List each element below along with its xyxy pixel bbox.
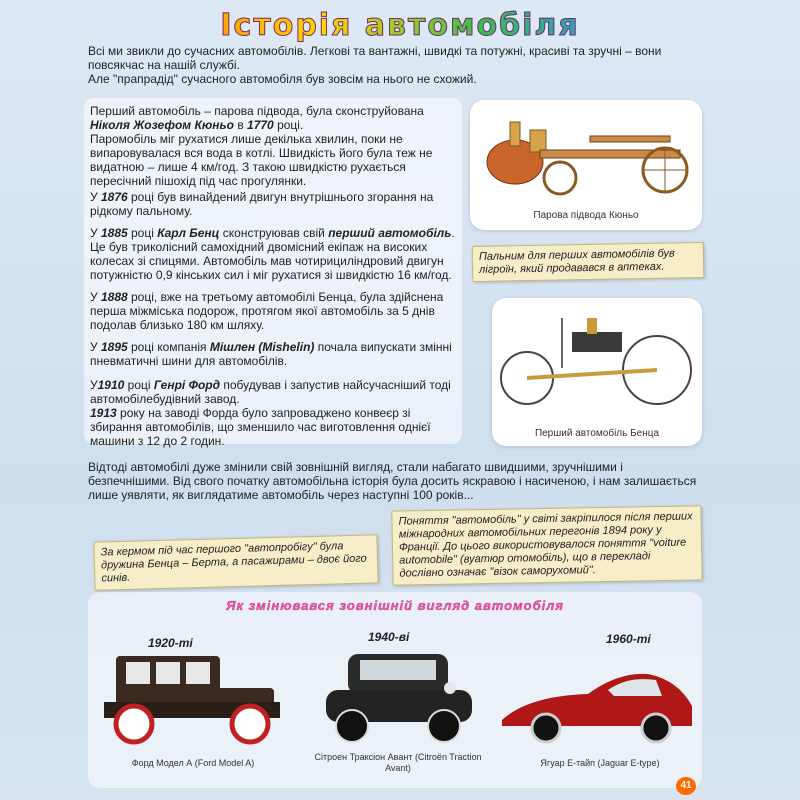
benz-car-illustration (492, 298, 702, 418)
name-michelin: Мішлен (Mishelin) (209, 340, 315, 354)
page-number: 41 (676, 777, 696, 795)
paragraph-1876: У 1876 році був винайдений двигун внутрішнього згорання на рідкому пальному. (90, 190, 434, 218)
era-1940s: 1940-ві (368, 630, 410, 644)
note-term: Поняття "автомобіль" у світі закріпилося після перших міжнародних автомобільних перегонів 1894 року у Франції. До цього використовувалося поняття "voiture automobile" (вуатюр отомобіль), що в перекладі дослівно означає "візок саморухомий". (391, 505, 702, 585)
benz-car-image (492, 298, 702, 446)
year-1885: 1885 (100, 226, 128, 240)
name-cugnot: Ніколя Жозефом Кюньо (90, 118, 234, 132)
note-driver: За кермом під час першого "автопробігу" була дружина Бенца – Берта, а пасажирами – двоє його синів. (93, 534, 378, 590)
year-1913: 1913 (90, 406, 117, 420)
paragraph-1885: У 1885 році Карл Бенц сконструював свій перший автомобіль. Це був триколісний самохідний двомісний екіпаж на високих колесах зі спицями. Автомобіль мав чотирициліндровий двигун потужністю 0,9 кінських сил і міг рухатися зі швидкістю 16 км/год. (90, 226, 455, 282)
caption-benz-car: Перший автомобіль Бенца (534, 428, 660, 439)
year-1895: 1895 (100, 340, 128, 354)
caption-jaguar-e-type: Ягуар Е-тайп (Jaguar E-type) (540, 758, 660, 768)
year-1770: 1770 (247, 118, 274, 132)
caption-steam-cart: Парова підвода Кюньо (533, 210, 639, 221)
year-1910: 1910 (97, 378, 125, 392)
name-ford: Генрі Форд (153, 378, 221, 392)
intro-text (88, 44, 698, 86)
caption-ford-model-a: Форд Модел А (Ford Model A) (131, 758, 255, 768)
paragraph-1888: У 1888 році, вже на третьому автомобілі Бенца, була здійснена перша міжміська подорож, протягом якої автомобіль за 5 днів подолав близько 180 км шляху. (90, 290, 444, 332)
page-title: Історія автомобіля (0, 8, 800, 43)
citroen-traction-avant-image (318, 646, 478, 750)
note-fuel: Пальним для перших автомобілів був лігроїн, який продавався в аптеках. (472, 242, 705, 282)
era-1920s: 1920-ті (148, 636, 193, 650)
year-1888: 1888 (100, 290, 128, 304)
year-1876: 1876 (100, 190, 128, 204)
ford-model-a-image (98, 648, 288, 752)
summary-text: Відтоді автомобілі дуже змінили свій зовнішній вигляд, стали набагато швидшими, зручнішими і безпечнішими. Від свого початку автомобільна історія була досить яскравою і насиченою, і нам залишається лише уявляти, як виглядатиме автомобіль через наступні 100 років... (88, 460, 697, 502)
steam-cart-image (470, 100, 702, 230)
steam-cart-illustration (470, 100, 702, 210)
intro-line-1: Всі ми звикли до сучасних автомобілів. Легкові та вантажні, швидкі та потужні, красиві та зручні – вони повсякчас на нашій службі. (88, 44, 662, 72)
name-benz: Карл Бенц (157, 226, 220, 240)
jaguar-e-type-image (498, 660, 698, 750)
era-1960s: 1960-ті (606, 632, 651, 646)
paragraph-1910: У1910 році Генрі Форд побудував і запустив найсучасніший тоді автомобілебудівний завод. 1913 року на заводі Форда було запроваджено конвеєр зі збирання автомобілів, що зменшило час виготовлення однієї машини з 12 до 2 годин. (90, 378, 451, 448)
caption-citroen-traction-avant: Сітроен Траксіон Авант (Citroën Traction Avant) (314, 752, 482, 773)
paragraph-1895: У 1895 році компанія Мішлен (Mishelin) почала випускати змінні пневматичні шини для автомобілів. (90, 340, 452, 368)
evolution-title: Як змінювався зовнішній вигляд автомобіля (225, 598, 564, 613)
intro-line-2: Але "прапрадід" сучасного автомобіля був зовсім на нього не схожий. (88, 72, 477, 86)
paragraph-cugnot: Перший автомобіль – парова підвода, була сконструйована Ніколя Жозефом Кюньо в 1770 році. Паромобіль міг рухатися лише декілька хвилин, поки не випаровувалася вся вода в котлі. Швидкість його була теж не видатною – лише 4 км/год. З такою швидкістю рухається пересічний пішохід під час прогулянки. (90, 104, 433, 188)
